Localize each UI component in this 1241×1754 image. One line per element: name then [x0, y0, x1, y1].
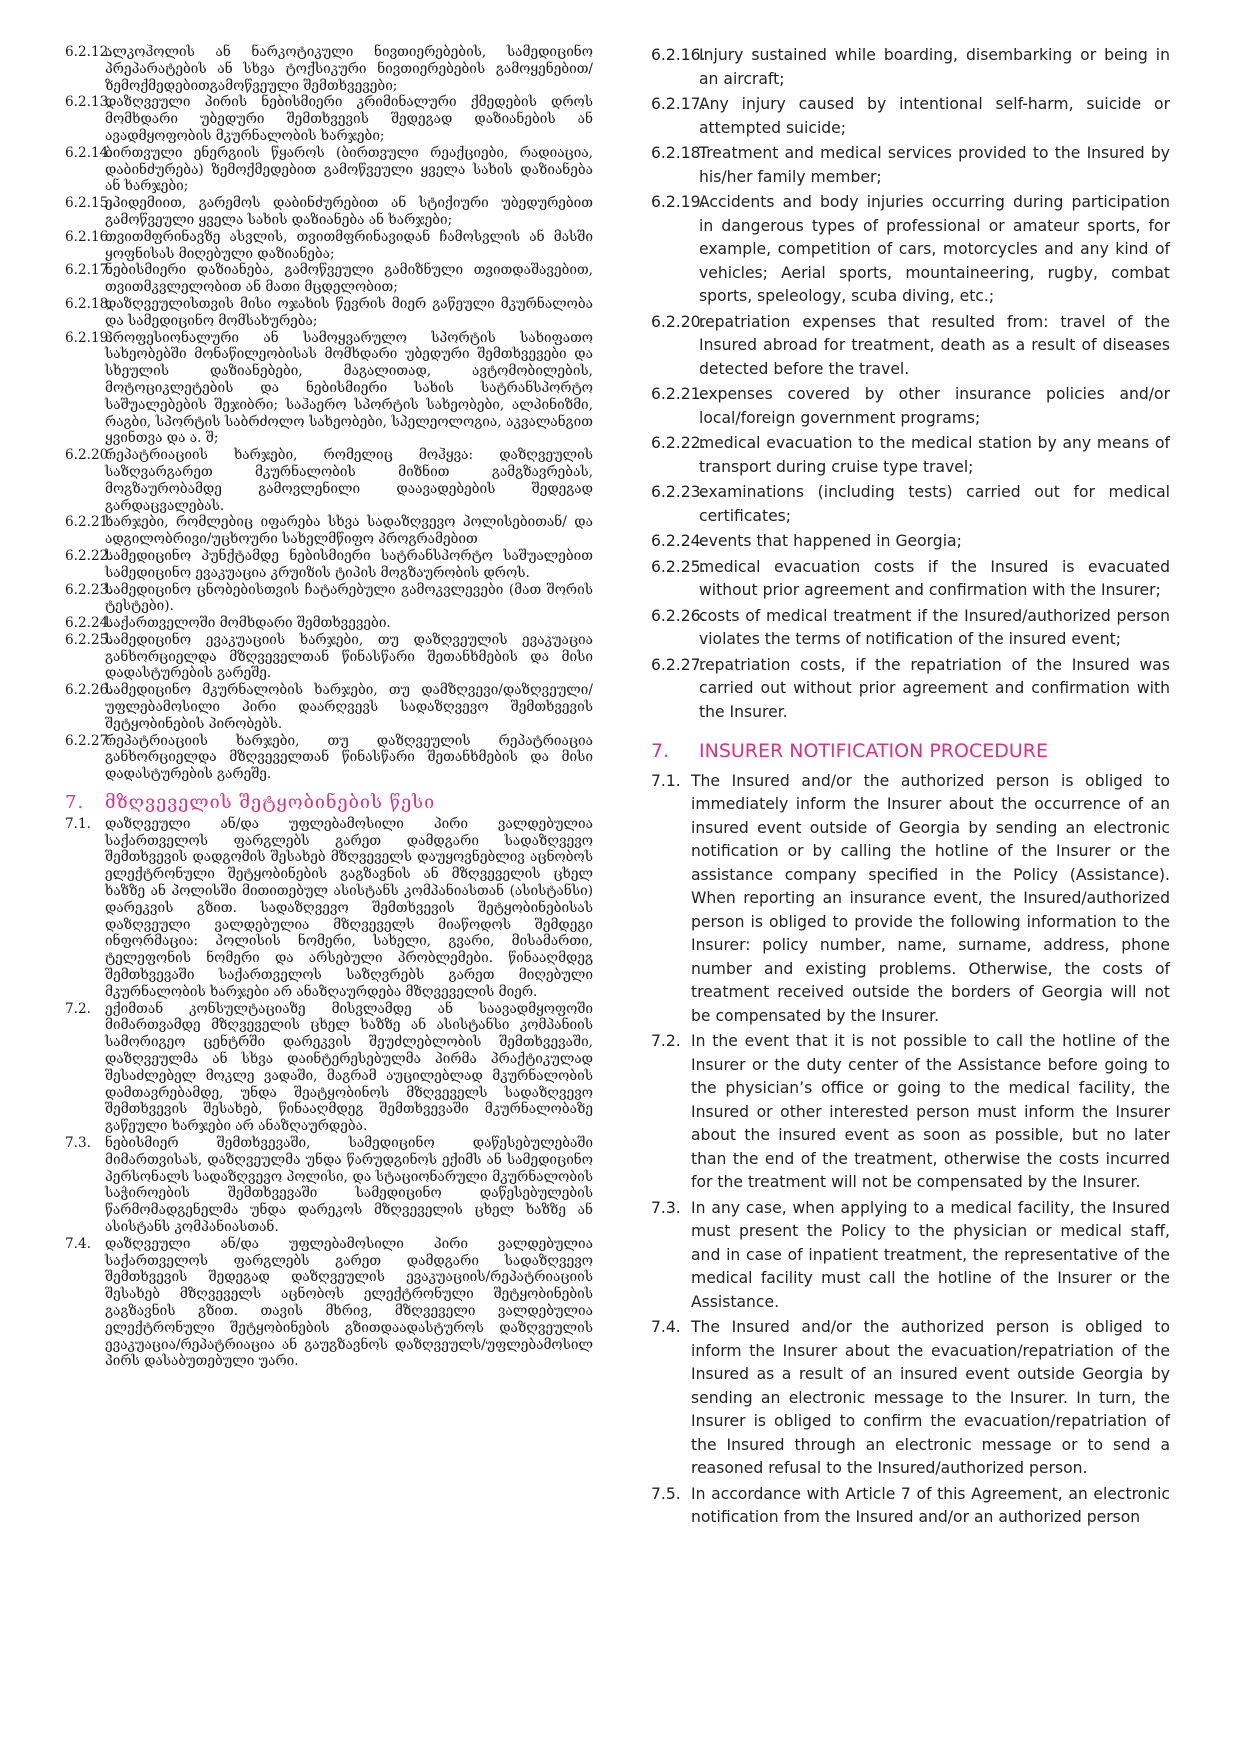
clause-number: 6.2.22. — [65, 547, 113, 564]
clause-item — [651, 311, 1170, 382]
clause-number: 7.2. — [651, 1032, 681, 1050]
clause-item — [651, 383, 1170, 430]
clause-item — [65, 447, 593, 514]
georgian-column — [65, 44, 593, 1370]
english-section-7-number: 7. — [651, 740, 670, 762]
clause-item — [651, 1316, 1170, 1481]
clause-item — [65, 262, 593, 296]
clause-number: 6.2.24. — [651, 532, 706, 550]
clause-text: ნებისმიერ შემთხვევაში, სამედიცინო დაწესებულებაში მიმართვისას, დაზღვეულმა უნდა წარუდგინოს ექიმს ან სამედიცინო პერსონალს სადაზღვევო პოლისი, და სტაციონარული მკურნალობის საჭიროების შემთხვევაში სამედიცინო დაწესებულების წარმომადგენელმა უნდა დარეკოს მზღვეველის ცხელ ხაზზე ან ასისტანს კომპანიასთან. — [105, 1135, 593, 1235]
clause-item — [65, 582, 593, 616]
clause-item — [651, 432, 1170, 479]
clause-text: საქართველოში მომხდარი შემთხვევები. — [105, 615, 391, 632]
clause-item — [65, 615, 593, 632]
clause-number: 7.1. — [651, 771, 681, 790]
clause-item — [65, 44, 593, 94]
clause-item — [65, 816, 593, 1001]
clause-item — [651, 142, 1170, 189]
clause-text: დაზღვეულისთვის მისი ოჯახის წევრის მიერ გაწეული მკურნალობა და სამედიცინო მომსახურება; — [105, 295, 593, 329]
clause-text: costs of medical treatment if the Insured/authorized person violates the terms of notification of the insured event; — [699, 606, 1170, 648]
clause-text: In accordance with Article 7 of this Agreement, an electronic notification from the Insured and/or an authorized person — [691, 1484, 1170, 1526]
clause-number: 6.2.24. — [65, 615, 113, 632]
clause-number: 6.2.19. — [651, 193, 706, 211]
clause-number: 6.2.20. — [651, 312, 706, 331]
clause-number: 6.2.23. — [651, 483, 706, 501]
clause-text: თვითმფრინავზე ასვლის, თვითმფრინავიდან ჩამოსვლის ან მასში ყოფნისას მიღებული დაზიანება; — [105, 228, 593, 262]
clause-item — [65, 682, 593, 732]
clause-item — [651, 44, 1170, 91]
clause-number: 6.2.17. — [65, 262, 113, 279]
clause-text: ნებისმიერი დაზიანება, გამოწვეული გამიზნული თვითდაშავებით, თვითმკვლელობით ან მათი მცდელობით; — [105, 262, 593, 296]
clause-number: 7.3. — [65, 1135, 91, 1151]
clause-number: 7.3. — [651, 1198, 681, 1217]
clause-item — [651, 1197, 1170, 1315]
clause-text: რეპატრიაციის ხარჯები, თუ დაზღვეულის რეპატრიაცია განხორციელდა მზღვეველთან წინასწარი შეთანხმების და მისი დადასტურების გარეშე. — [105, 732, 593, 783]
clause-number: 6.2.18. — [65, 295, 113, 312]
clause-number: 7.2. — [65, 1000, 91, 1017]
clause-item — [65, 195, 593, 229]
clause-item — [651, 605, 1170, 652]
clause-item — [65, 1001, 593, 1135]
clause-text: ბირთვული ენერგიის წყაროს (ბირთვული რეაქციები, რადიაცია, დაბინძურება) ზემოქმედებით გამოწვეული ყველა სახის დაზიანება ან ხარჯები; — [105, 144, 593, 195]
clause-item — [65, 1236, 593, 1370]
clause-number: 6.2.26. — [65, 682, 113, 699]
georgian-section-7-heading — [65, 792, 593, 814]
clause-item — [651, 1030, 1170, 1195]
clause-text: ალკოჰოლის ან ნარკოტიკული ნივთიერებების, სამედიცინო პრეპარატების ან სხვა ტოქსიკური ნივთიერებების გამოყენებით/ზემოქმედებითგამოწვეული შემთხვევები; — [105, 44, 593, 94]
clause-item — [651, 1483, 1170, 1530]
clause-text: The Insured and/or the authorized person is obliged to inform the Insurer about the evacuation/repatriation of the Insured as a result of an insured event outside Georgia by sending an electronic message to the Insurer. In turn, the Insurer is obliged to confirm the evacuation/repatriation of the Insured through an electronic message or to send a reasoned refusal to the Insured/authorized person. — [691, 1318, 1170, 1477]
clause-text: ექიმთან კონსულტაციაზე მისვლამდე ან საავადმყოფოში მიმართვამდე მზღვეველის ცხელ ხაზზე ან ასისტანსი კომპანიის სამორიგეო ცენტრში დარეკვის შეუძლებლობის შემთხვევაში, დაზღვეულმა ან სხვა დაინტერესებულმა პირმა პრაქტიკულად შესაძლებელ მოკლე ვადაში, მაგრამ აუცილებლად მკურნალობის დამთავრებამდე, უნდა შეატყობინოს მზღვეველს სადაზღვევო შემთხვევის შესახებ, წინააღმდეგ შემთხვევაში მკურნალობაზე გაწეული ხარჯები არ ანაზღაურდება. — [105, 1000, 593, 1135]
clause-text: სამედიცინო ევაკუაციის ხარჯები, თუ დაზღვეულის ევაკუაცია განხორციელდა მზღვეველთან წინასწარი შეთანხმების და მისი დადასტურების გარეშე. — [105, 631, 593, 682]
clause-item — [65, 1135, 593, 1236]
clause-text: რეპატრიაციის ხარჯები, რომელიც მოჰყვა: დაზღვეულის საზღვარგარეთ მკურნალობის მიზნით გამგზავრებას, მოგზაურობამდე გამოვლენილი დაავადებების შედეგად გარდაცვალებას. — [105, 447, 593, 514]
clause-text: expenses covered by other insurance policies and/or local/foreign government programs; — [699, 385, 1170, 427]
clause-item — [651, 481, 1170, 528]
clause-text: სამედიცინო ცნობებისთვის ჩატარებული გამოკვლევები (მათ შორის ტესტები). — [105, 581, 593, 615]
clause-item — [65, 632, 593, 682]
clause-text: დაზღვეული ან/და უფლებამოსილი პირი ვალდებულია საქართველოს ფარგლებს გარეთ დამდგარი სადაზღვევო შემთხვევის შედეგად დაზღვეულის ევაკუაციის/რეპატრიაციის შესახებ მზღვეველს აცნობოს ელექტრონული შეტყობინების გაგზავნის გზით. თავის მხრივ, მზღვეველი ვალდებულია ელექტრონული შეტყობინების გზითდაადასტუროს დაზღვეულის ევაკუაცია/რეპატრიაცია ან გაუგზავნოს დაზღვეულს/უფლებამოსილ პირს დასაბუთებული უარი. — [105, 1235, 593, 1370]
clause-text: In any case, when applying to a medical facility, the Insured must present the Policy to the physician or medical staff, and in case of inpatient treatment, the representative of the medical facility must call the hotline of the Insurer or the Assistance. — [691, 1198, 1170, 1311]
clause-text: repatriation costs, if the repatriation of the Insured was carried out without prior agreement and confirmation with the Insurer. — [699, 655, 1170, 721]
clause-number: 6.2.25. — [651, 557, 706, 576]
clause-item — [65, 296, 593, 330]
clause-number: 7.4. — [651, 1318, 681, 1336]
clause-item — [651, 770, 1170, 1029]
clause-number: 6.2.27. — [651, 655, 706, 674]
clause-number: 7.4. — [65, 1235, 91, 1252]
clause-item — [65, 145, 593, 195]
clause-item — [65, 514, 593, 548]
georgian-section-7-title: მზღვეველის შეტყობინების წესი — [105, 792, 436, 814]
clause-text: medical evacuation to the medical station by any means of transport during cruise type travel; — [699, 434, 1170, 476]
clause-number: 6.2.16. — [651, 46, 706, 64]
english-exclusions-list — [651, 44, 1170, 724]
clause-item — [65, 548, 593, 582]
clause-text: პროფესიონალური ან სამოყვარულო სპორტის სახიფათო სახეობებში მონაწილეობისას მომხდარი უბედური შემთხვევები და სხეულის დაზიანებები, მაგალითად, ავტომობილების, მოტოციკლეტების და ნებისმიერი სახის სატრანსპორტო საშუალებების შეჯიბრი; საჰაერო სპორტის სახეობები, ალპინიზმი, რაგბი, სპორტის საბრძოლო სახეობები, სპელეოლოგია, აკვალანგით ყვინთვა და ა. შ; — [105, 329, 593, 447]
clause-number: 6.2.23. — [65, 581, 113, 598]
clause-number: 6.2.13. — [65, 94, 113, 111]
english-section-7-heading — [651, 740, 1170, 764]
clause-text: The Insured and/or the authorized person is obliged to immediately inform the Insurer about the occurrence of an insured event outside of Georgia by sending an electronic notification or by calling the hotline of the Insurer or the assistance company specified in the Policy (Assistance). When reporting an insurance event, the Insured/authorized person is obliged to provide the following information to the Insurer: policy number, name, surname, address, phone number and existing problems. Otherwise, the costs of treatment received outside the borders of Georgia will not be compensated by the Insurer. — [691, 771, 1170, 1025]
clause-text: სამედიცინო მკურნალობის ხარჯები, თუ დამზღვევი/დაზღვეული/უფლებამოსილი პირი დაარღვევს სადაზღვევო შემთხვევის შეტყობინების პირობებს. — [105, 682, 593, 732]
clause-item — [651, 93, 1170, 140]
clause-number: 6.2.22. — [651, 434, 706, 452]
clause-text: Injury sustained while boarding, disembarking or being in an aircraft; — [699, 46, 1170, 88]
clause-text: ხარჯები, რომლებიც იფარება სხვა სადაზღვევო პოლისებითან/ და ადგილობრივი/უცხოური სახელმწიფო პროგრამებით — [105, 514, 593, 548]
clause-number: 6.2.16. — [65, 228, 113, 245]
clause-text: დაზღვეული პირის ნებისმიერი კრიმინალური ქმედების დროს მომხდარი უბედური შემთხვევის შედეგად დაზიანების ან ავადმყოფობის მკურნალობის ხარჯები; — [105, 94, 593, 144]
clause-text: დაზღვეული ან/და უფლებამოსილი პირი ვალდებულია საქართველოს ფარგლებს გარეთ დამდგარი სადაზღვევო შემთხვევის დადგომის შესახებ მზღვეველს დაუყოვნებლივ აცნობოს ელექტრონული შეტყობინების გაგზავნის ან მზღვეველის ცხელ ხაზზე ან პოლისში მითითებულ ასისტანს კომპანიასთან (ასისტანსი) დარეკვის გზით. სადაზღვევო შემთხვევის შეტყობინებისას დაზღვეული ვალდებულია მზღვეველს მიაწოდოს შემდეგი ინფორმაცია: პოლისის ნომერი, სახელი, გვარი, მისამართი, ტელეფონის ნომერი და არსებული პრობლემები. წინააღმდეგ შემთხვევაში საქართველოს საზღვრებს გარეთ მიღებული მკურნალობის ხარჯები არ ანაზღაურდება მზღვეველის მიერ. — [105, 815, 593, 1000]
clause-item — [651, 654, 1170, 725]
clause-number: 6.2.26. — [651, 606, 706, 625]
clause-text: examinations (including tests) carried out for medical certificates; — [699, 483, 1170, 525]
clause-item — [65, 330, 593, 448]
clause-text: Treatment and medical services provided to the Insured by his/her family member; — [699, 144, 1170, 186]
clause-item — [651, 556, 1170, 603]
georgian-section-7-number: 7. — [65, 792, 85, 814]
clause-number: 6.2.21. — [651, 385, 706, 403]
clause-item — [65, 94, 593, 144]
clause-number: 6.2.27. — [65, 732, 113, 749]
clause-text: სამედიცინო პუნქტამდე ნებისმიერი სატრანსპორტო საშუალებით სამედიცინო ევაკუაცია კრუიზის ტიპის მოგზაურობის დროს. — [105, 547, 593, 581]
clause-number: 7.5. — [651, 1484, 681, 1503]
english-section-7-list — [651, 770, 1170, 1530]
clause-number: 6.2.14. — [65, 144, 113, 161]
clause-number: 6.2.12. — [65, 44, 113, 60]
clause-number: 6.2.25. — [65, 631, 113, 648]
clause-number: 6.2.19. — [65, 329, 113, 346]
clause-number: 6.2.20. — [65, 447, 113, 464]
clause-text: medical evacuation costs if the Insured is evacuated without prior agreement and confirmation with the Insurer; — [699, 557, 1170, 599]
clause-item — [651, 530, 1170, 554]
georgian-exclusions-list — [65, 44, 593, 783]
english-section-7-title: INSURER NOTIFICATION PROCEDURE — [699, 740, 1048, 762]
clause-number: 6.2.21. — [65, 514, 113, 531]
clause-text: Accidents and body injuries occurring during participation in dangerous types of professional or amateur sports, for example, competition of cars, motorcycles and any kind of vehicles; Aerial sports, mountaineering, rugby, combat sports, speleology, scuba diving, etc.; — [699, 193, 1170, 305]
clause-number: 6.2.18. — [651, 144, 706, 162]
clause-text: In the event that it is not possible to call the hotline of the Insurer or the duty center of the Assistance before going to the physician’s office or going to the medical facility, the Insured or other interested person must inform the Insurer about the insured event as soon as possible, but no later than the end of the treatment, otherwise the costs incurred for the treatment will not be compensated by the Insurer. — [691, 1032, 1170, 1191]
clause-item — [65, 733, 593, 783]
georgian-section-7-list — [65, 816, 593, 1370]
english-column — [651, 44, 1170, 1532]
clause-number: 6.2.17. — [651, 95, 706, 113]
clause-text: ეპიდემიით, გარემოს დაბინძურებით ან სტიქიური უბედურებით გამოწვეული ყველა სახის დაზიანება ან ხარჯები; — [105, 195, 593, 228]
clause-item — [651, 191, 1170, 309]
clause-number: 6.2.15. — [65, 195, 113, 212]
clause-item — [65, 229, 593, 263]
clause-text: repatriation expenses that resulted from: travel of the Insured abroad for treatment, death as a result of diseases detected before the travel. — [699, 312, 1170, 378]
clause-number: 7.1. — [65, 815, 91, 832]
clause-text: Any injury caused by intentional self-harm, suicide or attempted suicide; — [699, 95, 1170, 137]
clause-text: events that happened in Georgia; — [699, 532, 962, 550]
